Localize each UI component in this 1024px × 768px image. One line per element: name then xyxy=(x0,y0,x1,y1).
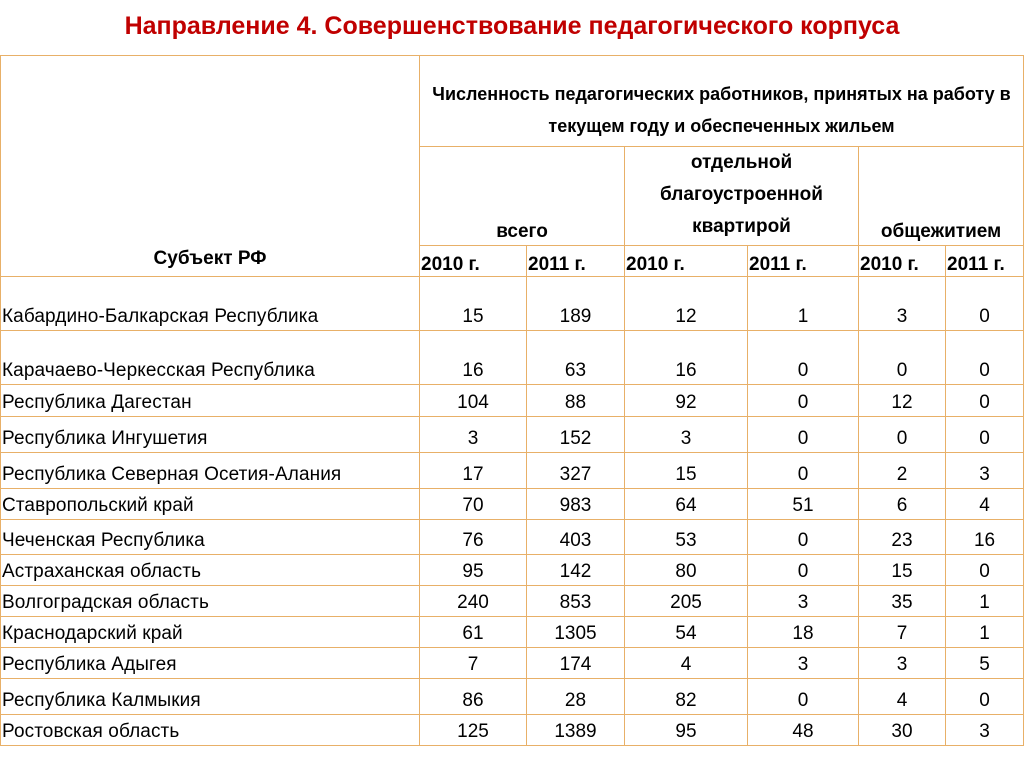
value-cell: 3 xyxy=(859,648,946,679)
value-cell: 7 xyxy=(859,617,946,648)
value-cell: 63 xyxy=(527,331,625,385)
value-cell: 3 xyxy=(748,586,859,617)
value-cell: 15 xyxy=(859,555,946,586)
value-cell: 51 xyxy=(748,489,859,520)
region-cell: Кабардино-Балкарская Республика xyxy=(1,277,420,331)
region-cell: Чеченская Республика xyxy=(1,520,420,555)
header-row-main xyxy=(1,56,1024,147)
group-header-apartment: отдельной благоустроенной квартирой xyxy=(625,147,859,246)
value-cell: 0 xyxy=(748,385,859,417)
value-cell: 4 xyxy=(946,489,1024,520)
table-row xyxy=(1,715,1024,746)
year-header: 2011 г. xyxy=(946,246,1024,277)
value-cell: 61 xyxy=(420,617,527,648)
year-header: 2011 г. xyxy=(748,246,859,277)
value-cell: 4 xyxy=(859,679,946,715)
region-cell: Ставропольский край xyxy=(1,489,420,520)
table-row xyxy=(1,648,1024,679)
table-row xyxy=(1,555,1024,586)
value-cell: 1389 xyxy=(527,715,625,746)
table-row xyxy=(1,520,1024,555)
region-cell: Республика Калмыкия xyxy=(1,679,420,715)
table-row xyxy=(1,489,1024,520)
value-cell: 0 xyxy=(748,679,859,715)
value-cell: 125 xyxy=(420,715,527,746)
year-header: 2010 г. xyxy=(420,246,527,277)
value-cell: 3 xyxy=(946,453,1024,489)
region-cell: Волгоградская область xyxy=(1,586,420,617)
table-row xyxy=(1,417,1024,453)
value-cell: 95 xyxy=(420,555,527,586)
value-cell: 403 xyxy=(527,520,625,555)
value-cell: 15 xyxy=(625,453,748,489)
value-cell: 82 xyxy=(625,679,748,715)
year-header: 2011 г. xyxy=(527,246,625,277)
year-header: 2010 г. xyxy=(859,246,946,277)
table-row xyxy=(1,331,1024,385)
value-cell: 53 xyxy=(625,520,748,555)
value-cell: 95 xyxy=(625,715,748,746)
value-cell: 0 xyxy=(748,555,859,586)
region-cell: Ростовская область xyxy=(1,715,420,746)
value-cell: 853 xyxy=(527,586,625,617)
table-row xyxy=(1,453,1024,489)
value-cell: 0 xyxy=(748,520,859,555)
page-title: Направление 4. Совершенствование педагогического корпуса xyxy=(124,12,900,40)
data-table xyxy=(0,55,1024,746)
value-cell: 327 xyxy=(527,453,625,489)
value-cell: 0 xyxy=(748,331,859,385)
value-cell: 983 xyxy=(527,489,625,520)
table-row xyxy=(1,617,1024,648)
value-cell: 0 xyxy=(946,555,1024,586)
table-row xyxy=(1,586,1024,617)
subject-header: Субъект РФ xyxy=(1,56,420,277)
value-cell: 0 xyxy=(748,417,859,453)
value-cell: 12 xyxy=(859,385,946,417)
value-cell: 152 xyxy=(527,417,625,453)
value-cell: 1305 xyxy=(527,617,625,648)
group-header-dormitory: общежитием xyxy=(859,147,1024,246)
region-cell: Республика Адыгея xyxy=(1,648,420,679)
value-cell: 17 xyxy=(420,453,527,489)
value-cell: 5 xyxy=(946,648,1024,679)
value-cell: 16 xyxy=(420,331,527,385)
value-cell: 3 xyxy=(625,417,748,453)
region-cell: Республика Северная Осетия-Алания xyxy=(1,453,420,489)
value-cell: 0 xyxy=(946,679,1024,715)
value-cell: 16 xyxy=(946,520,1024,555)
value-cell: 48 xyxy=(748,715,859,746)
value-cell: 3 xyxy=(748,648,859,679)
value-cell: 3 xyxy=(946,715,1024,746)
value-cell: 86 xyxy=(420,679,527,715)
value-cell: 1 xyxy=(748,277,859,331)
value-cell: 3 xyxy=(420,417,527,453)
value-cell: 30 xyxy=(859,715,946,746)
value-cell: 12 xyxy=(625,277,748,331)
value-cell: 3 xyxy=(859,277,946,331)
value-cell: 70 xyxy=(420,489,527,520)
value-cell: 54 xyxy=(625,617,748,648)
year-header: 2010 г. xyxy=(625,246,748,277)
value-cell: 104 xyxy=(420,385,527,417)
value-cell: 240 xyxy=(420,586,527,617)
value-cell: 92 xyxy=(625,385,748,417)
value-cell: 35 xyxy=(859,586,946,617)
value-cell: 15 xyxy=(420,277,527,331)
value-cell: 16 xyxy=(625,331,748,385)
value-cell: 0 xyxy=(859,331,946,385)
region-cell: Республика Дагестан xyxy=(1,385,420,417)
value-cell: 23 xyxy=(859,520,946,555)
value-cell: 0 xyxy=(946,385,1024,417)
value-cell: 6 xyxy=(859,489,946,520)
value-cell: 1 xyxy=(946,586,1024,617)
table-row xyxy=(1,679,1024,715)
value-cell: 28 xyxy=(527,679,625,715)
value-cell: 0 xyxy=(859,417,946,453)
value-cell: 0 xyxy=(748,453,859,489)
value-cell: 174 xyxy=(527,648,625,679)
region-cell: Карачаево-Черкесская Республика xyxy=(1,331,420,385)
region-cell: Республика Ингушетия xyxy=(1,417,420,453)
value-cell: 4 xyxy=(625,648,748,679)
value-cell: 0 xyxy=(946,417,1024,453)
value-cell: 189 xyxy=(527,277,625,331)
region-cell: Астраханская область xyxy=(1,555,420,586)
value-cell: 88 xyxy=(527,385,625,417)
group-header-total: всего xyxy=(420,147,625,246)
value-cell: 142 xyxy=(527,555,625,586)
value-cell: 18 xyxy=(748,617,859,648)
value-cell: 2 xyxy=(859,453,946,489)
table-row xyxy=(1,385,1024,417)
value-cell: 0 xyxy=(946,277,1024,331)
value-cell: 0 xyxy=(946,331,1024,385)
value-cell: 1 xyxy=(946,617,1024,648)
main-header: Численность педагогических работников, принятых на работу в текущем году и обеспеченных жильем xyxy=(420,56,1024,147)
table-row xyxy=(1,277,1024,331)
value-cell: 80 xyxy=(625,555,748,586)
value-cell: 205 xyxy=(625,586,748,617)
value-cell: 64 xyxy=(625,489,748,520)
value-cell: 7 xyxy=(420,648,527,679)
value-cell: 76 xyxy=(420,520,527,555)
region-cell: Краснодарский край xyxy=(1,617,420,648)
